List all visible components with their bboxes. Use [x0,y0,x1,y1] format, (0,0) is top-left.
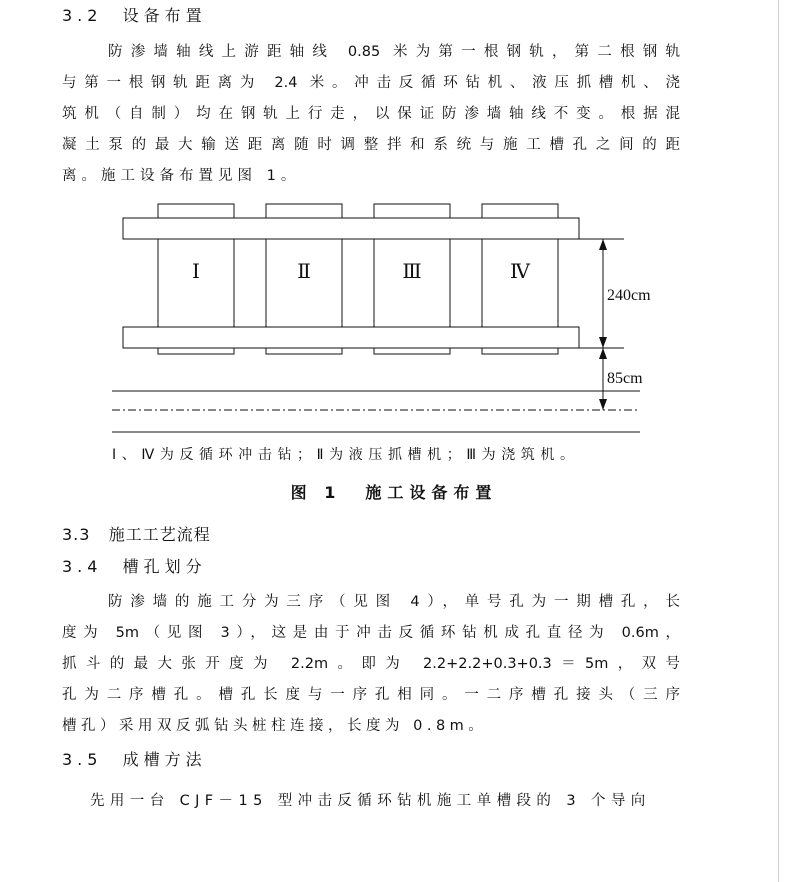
paragraph-line: 离。施工设备布置见图 1。 [62,168,301,184]
arrowhead [599,337,607,348]
arrowhead [599,399,607,410]
slot-label: Ⅲ [402,261,422,283]
dimension-label-85: 85cm [607,370,643,387]
figure-number: 图 1 [290,483,342,502]
slot-label: Ⅳ [510,261,530,283]
figure-caption [0,480,788,503]
paragraph-line: 防渗墙轴线上游距轴线 0.85 米为第一根钢轨，第二根钢轨 [108,44,680,60]
section-number: 3.2 [62,6,103,25]
section-number: 3.3 [62,525,91,544]
figure-legend: Ⅰ、Ⅳ为反循环冲击钻；Ⅱ为液压抓槽机；Ⅲ为浇筑机。 [112,447,580,463]
section-title: 施工工艺流程 [108,525,211,544]
paragraph-line: 先用一台 CJF－15 型冲击反循环钻机施工单槽段的 3 个导向 [90,793,651,809]
paragraph-line: 防渗墙的施工分为三序（见图 4），单号孔为一期槽孔，长 [108,594,680,610]
section-title: 设备布置 [122,6,207,25]
paragraph-line: 与第一根钢轨距离为 2.4 米。冲击反循环钻机、液压抓槽机、浇 [62,75,680,91]
paragraph-line: 度为 5m（见图 3），这是由于冲击反循环钻机成孔直径为 0.6m， [62,625,680,641]
section-heading-3-5 [62,747,207,770]
arrowhead [599,239,607,250]
rail-lower [123,327,579,348]
figure-title: 施工设备布置 [365,483,498,502]
section-heading-3-4 [62,554,207,577]
section-title: 槽孔划分 [122,557,207,576]
section-number: 3.4 [62,557,103,576]
arrowhead [599,348,607,359]
paragraph-line: 筑机（自制）均在钢轨上行走，以保证防渗墙轴线不变。根据混 [62,106,680,122]
paragraph-line: 孔为二序槽孔。槽孔长度与一序孔相同。一二序槽孔接头（三序 [62,687,680,703]
paragraph-line: 凝土泵的最大输送距离随时调整拌和系统与施工槽孔之间的距 [62,137,680,153]
dimension-label-240: 240cm [607,287,651,304]
slot-label: Ⅰ [192,261,200,283]
slot-label: Ⅱ [297,261,311,283]
paragraph-line: 槽孔）采用双反弧钻头桩柱连接，长度为 0.8m。 [62,718,488,734]
rail-upper [123,218,579,239]
section-heading-3-3 [62,522,211,545]
section-title: 成槽方法 [122,750,207,769]
section-number: 3.5 [62,750,103,769]
paragraph-line: 抓斗的最大张开度为 2.2m。即为 2.2+2.2+0.3+0.3＝5m，双号 [62,656,680,672]
